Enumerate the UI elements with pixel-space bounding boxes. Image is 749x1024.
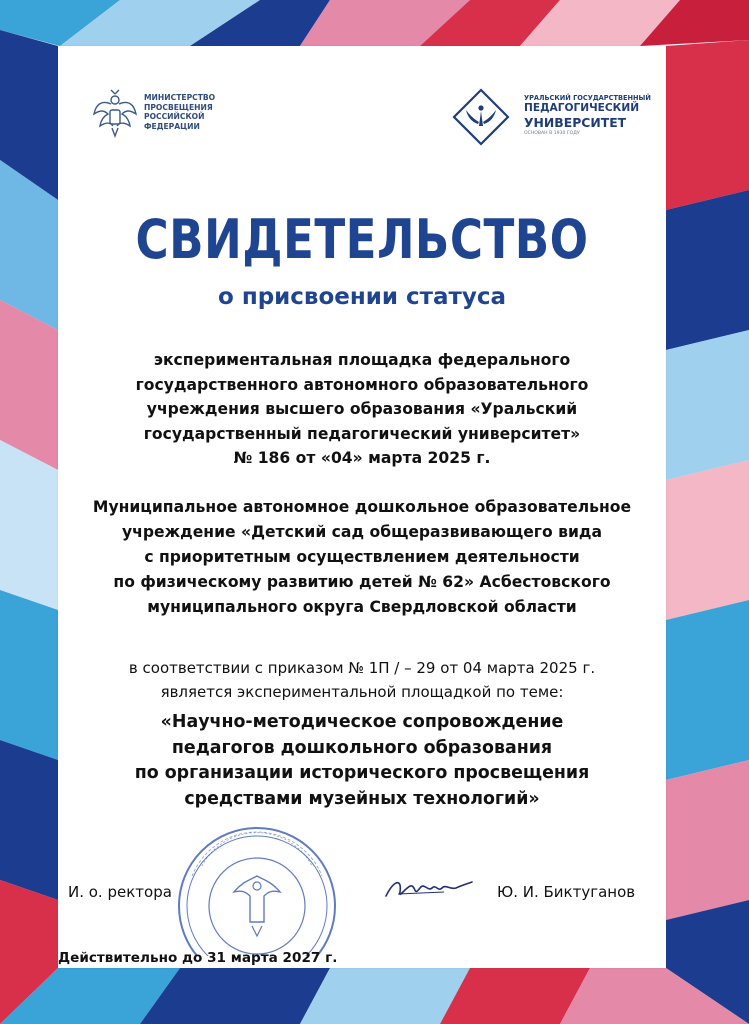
topic-line: педагогов дошкольного образования [171, 737, 553, 758]
status-line: государственный педагогический университет» [143, 424, 581, 443]
ministry-name [144, 93, 254, 131]
institution-line: по физическому развитию детей № 62» Асбестовского [113, 573, 611, 591]
ministry-line: РОССИЙСКОЙ [144, 112, 205, 122]
university-diamond-icon [452, 88, 510, 146]
order-paragraph [58, 656, 666, 704]
eagle-emblem-icon [92, 88, 138, 138]
institution-line: Муниципальное автономное дошкольное образовательное [92, 498, 632, 516]
topic-line: «Научно-методическое сопровождение [160, 712, 564, 732]
certificate-title: СВИДЕТЕЛЬСТВО [135, 208, 589, 271]
official-seal-icon [172, 826, 342, 956]
university-line-3: УНИВЕРСИТЕТ [524, 115, 627, 130]
signatory-position: И. о. ректора [68, 883, 172, 901]
university-line-2: ПЕДАГОГИЧЕСКИЙ [524, 102, 640, 114]
handwritten-signature-icon [384, 870, 474, 904]
university-line-4: ОСНОВАН В 1930 ГОДУ [524, 131, 580, 136]
ministry-logo [92, 88, 252, 140]
status-line: учреждения высшего образования «Уральский [146, 400, 578, 419]
order-line: является экспериментальной площадкой по теме: [160, 683, 564, 701]
status-line: государственного автономного образовательного [135, 375, 589, 394]
institution-line: муниципального округа Свердловской области [147, 598, 577, 616]
signatory-name: Ю. И. Биктуганов [497, 883, 636, 901]
ministry-line: ПРОСВЕЩЕНИЯ [144, 102, 213, 112]
topic-paragraph [58, 710, 666, 812]
institution-line: учреждение «Детский сад общеразвивающего вида [122, 523, 602, 541]
university-line-1: УРАЛЬСКИЙ ГОСУДАРСТВЕННЫЙ [524, 94, 651, 102]
validity-date: Действительно до 31 марта 2027 г. [58, 950, 338, 966]
topic-line: по организации исторического просвещения [134, 763, 590, 784]
institution-paragraph [58, 495, 666, 620]
ministry-line: ФЕДЕРАЦИИ [144, 121, 200, 131]
order-line: в соответствии с приказом № 1П / – 29 от 04 марта 2025 г. [128, 659, 596, 677]
status-line: экспериментальная площадка федерального [153, 351, 571, 369]
university-logo [452, 86, 651, 146]
status-line: № 186 от «04» марта 2025 г. [233, 449, 491, 468]
certificate-subtitle: о присвоении статуса [218, 284, 506, 310]
topic-line: средствами музейных технологий» [184, 788, 540, 809]
status-paragraph [58, 348, 666, 471]
ministry-line: МИНИСТЕРСТВО [144, 93, 216, 102]
institution-line: с приоритетным осуществлением деятельности [144, 548, 580, 566]
